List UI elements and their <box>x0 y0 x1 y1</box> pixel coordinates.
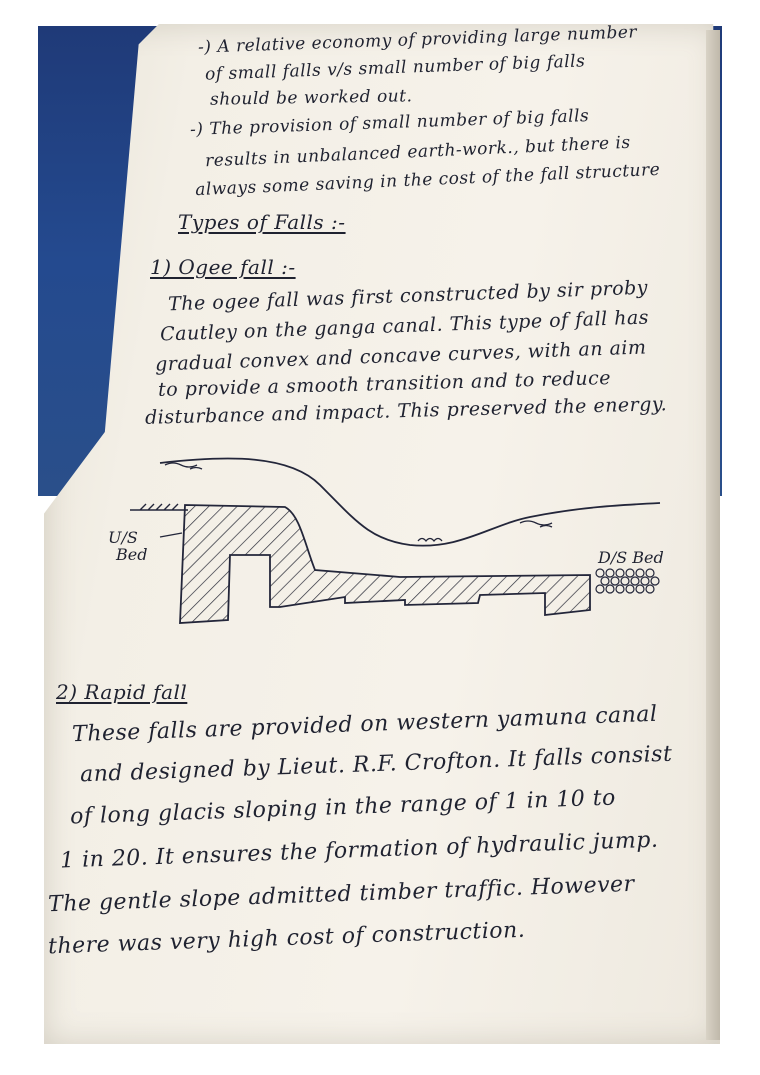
ogee-fall-diagram <box>100 445 680 645</box>
ds-label: D/S Bed <box>598 548 664 567</box>
rapid-line-1: These falls are provided on western yamuna canal <box>71 701 658 748</box>
intro-line-5: results in unbalanced earth-work., but there is <box>204 132 632 172</box>
intro-line-1: -) A relative economy of providing large number <box>197 22 638 58</box>
ogee-line-2: Cautley on the ganga canal. This type of fall has <box>159 306 650 346</box>
ogee-line-1: The ogee fall was first constructed by sir proby <box>167 276 649 316</box>
us-label-2: Bed <box>116 545 148 564</box>
page-edge <box>706 30 720 1040</box>
rapid-line-3: of long glacis sloping in the range of 1 in 10 to <box>69 785 617 830</box>
downstream-bed-stones <box>596 569 659 593</box>
rapid-heading: 2) Rapid fall <box>56 680 188 704</box>
intro-line-3: should be worked out. <box>209 86 413 110</box>
glacis-stones <box>418 539 442 542</box>
fall-structure-body <box>180 505 590 623</box>
upstream-bed-hatch <box>130 504 188 510</box>
rapid-line-4: 1 in 20. It ensures the formation of hydraulic jump. <box>59 827 659 874</box>
ogee-heading: 1) Ogee fall :- <box>150 255 296 279</box>
ogee-line-3: gradual convex and concave curves, with an aim <box>154 336 647 376</box>
rapid-line-5: The gentle slope admitted timber traffic. However <box>47 871 636 918</box>
downstream-water-marks <box>520 521 552 527</box>
rapid-line-2: and designed by Lieut. R.F. Crofton. It falls consist <box>79 741 673 788</box>
ogee-line-5: disturbance and impact. This preserved the energy. <box>144 393 668 429</box>
intro-line-6: always some saving in the cost of the fall structure <box>194 159 661 201</box>
rapid-line-6: there was very high cost of construction. <box>47 917 526 960</box>
types-heading: Types of Falls :- <box>178 210 346 234</box>
intro-line-4: -) The provision of small number of big falls <box>189 106 590 140</box>
upstream-water-marks <box>165 463 202 469</box>
us-label-1: U/S <box>108 528 138 547</box>
ogee-line-4: to provide a smooth transition and to reduce <box>157 367 612 401</box>
intro-line-2: of small falls v/s small number of big falls <box>204 51 586 85</box>
us-label-arrow <box>160 533 182 537</box>
